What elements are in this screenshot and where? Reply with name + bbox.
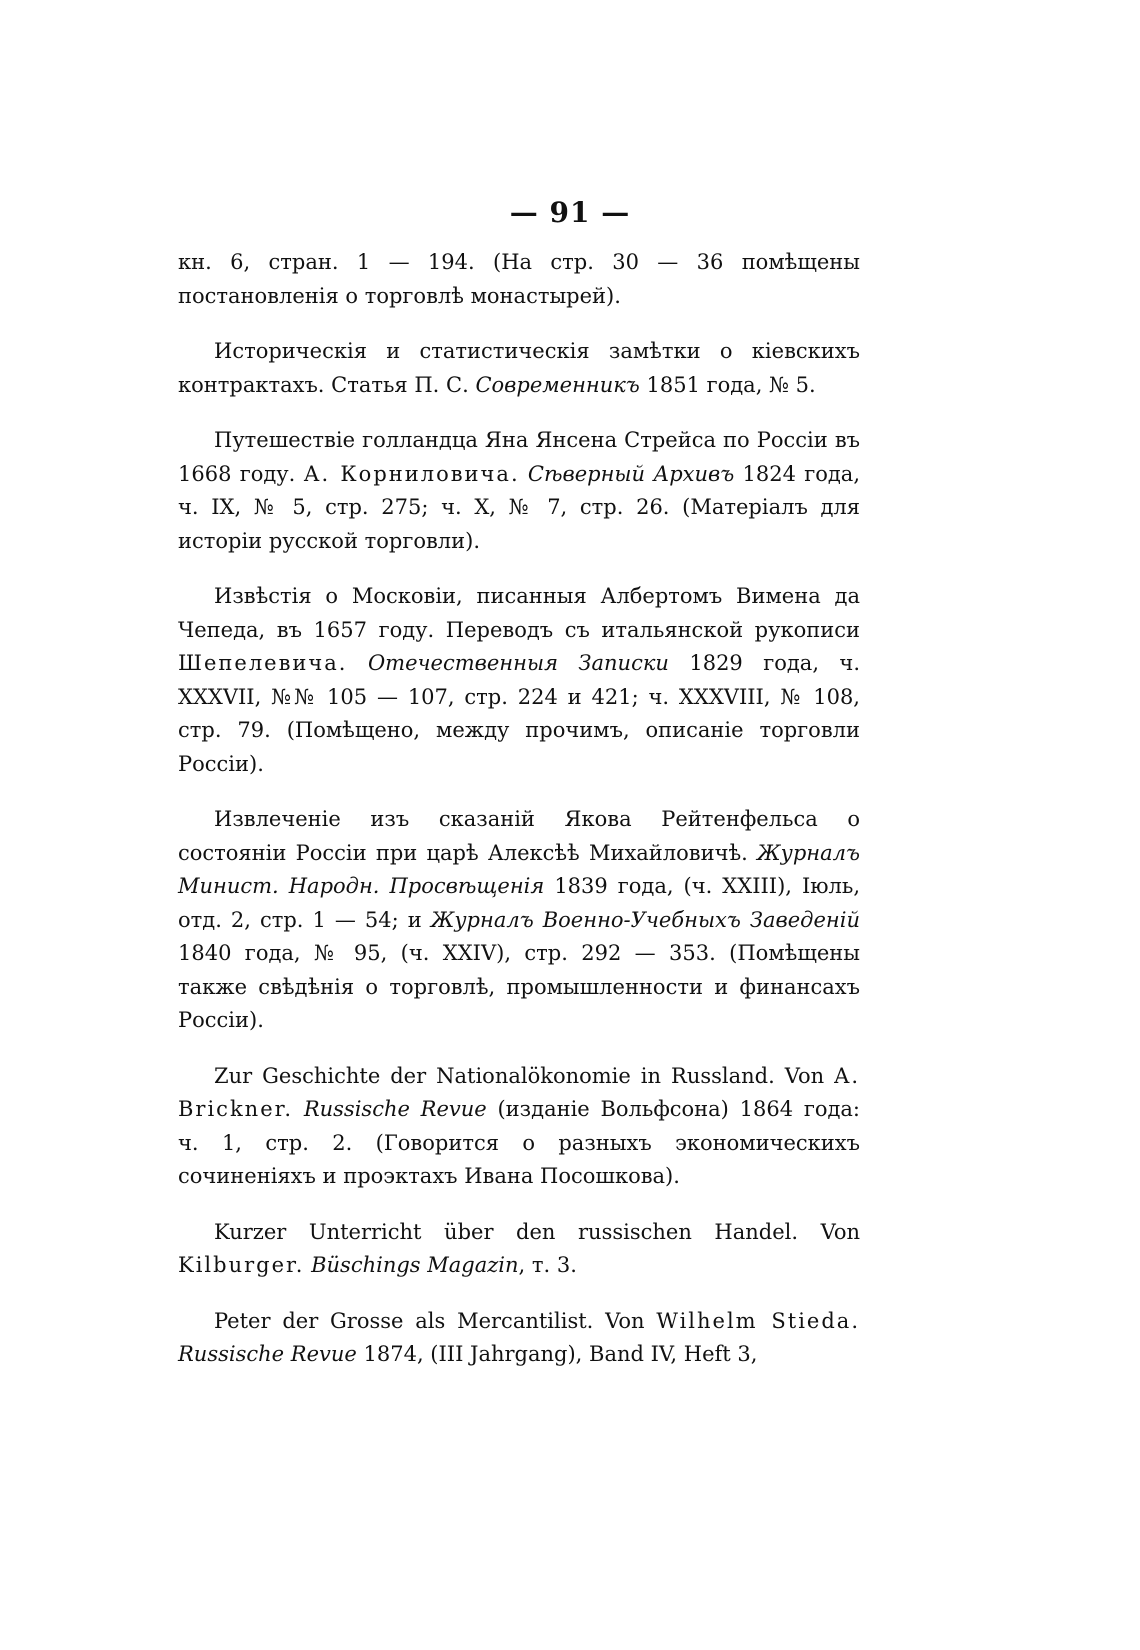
- journal-title: Журналъ Минист. Народн. Просвѣщенія: [178, 840, 860, 898]
- author-name: A. Brickner.: [178, 1063, 860, 1121]
- bibliography-entry: [178, 246, 860, 313]
- author-name: Шепелевича.: [178, 651, 348, 675]
- bibliography-entry: [178, 580, 860, 781]
- entry-text: Историческія и статистическія замѣтки о кіевскихъ контрактахъ. Статья П. С.: [178, 339, 860, 397]
- entry-text: [520, 462, 528, 486]
- entry-text: 1851 года, № 5.: [639, 372, 816, 397]
- bibliography-entry: [178, 803, 860, 1038]
- entry-text: 1829 года, ч. XXXVII, №№ 105 — 107, стр. 224 и 421; ч. XXXVIII, № 108, стр. 79. (Помѣщено, между прочимъ, описаніе торговли Россіи).: [178, 651, 860, 776]
- journal-title: Büschings Magazin: [311, 1253, 519, 1277]
- bibliography-text: [178, 246, 860, 1394]
- journal-title: Отечественныя Записки: [367, 651, 669, 675]
- entry-text: Путешествіе голландца Яна Янсена Стрейса по Россіи въ 1668 году.: [178, 428, 860, 486]
- entry-text: 1839 года, (ч. XXIII), Іюль, отд. 2, стр. 1 — 54; и: [178, 874, 860, 932]
- entry-text: [293, 1097, 304, 1121]
- entry-text: Peter der Grosse als Mercantilist. Von: [214, 1308, 657, 1333]
- author-name: Wilhelm Stieda.: [656, 1308, 860, 1333]
- journal-title: Журналъ Военно-Учебныхъ Заведеній: [430, 907, 860, 932]
- entry-text: кн. 6, стран. 1 — 194. (На стр. 30 — 36 помѣщены постановленія о торговлѣ монастырей).: [178, 250, 860, 308]
- entry-text: , т. 3.: [518, 1253, 577, 1277]
- bibliography-entry: [178, 1060, 860, 1194]
- entry-text: 1824 года, ч. IX, № 5, стр. 275; ч. X, № 7, стр. 26. (Матеріалъ для исторіи русской торговли).: [178, 461, 861, 553]
- entry-text: Извѣстія о Московіи, писанныя Албертомъ Вимена да Чепеда, въ 1657 году. Переводъ съ итальянской рукописи: [178, 584, 860, 642]
- entry-text: 1874, (III Jahrgang), Band IV, Heft 3,: [356, 1342, 758, 1366]
- bibliography-entry: [178, 1216, 860, 1283]
- entry-text: 1840 года, № 95, (ч. XXIV), стр. 292 — 353. (Помѣщены также свѣдѣнія о торговлѣ, промышленности и финансахъ Россіи).: [178, 941, 860, 1032]
- entry-text: Kurzer Unterricht über den russischen Handel. Von: [214, 1219, 860, 1244]
- entry-text: Извлеченіе изъ сказаній Якова Рейтенфельса о состояніи Россіи при царѣ Алексѣѣ Михайловичѣ.: [178, 807, 860, 865]
- journal-title: Russische Revue: [178, 1342, 357, 1366]
- page-number: — 91 —: [509, 196, 631, 229]
- author-name: Kilburger.: [178, 1253, 305, 1277]
- entry-text: (изданіе Вольфсона) 1864 года: ч. 1, стр. 2. (Говорится о разныхъ экономическихъ сочиненіяхъ и проэктахъ Ивана Посошкова).: [178, 1097, 861, 1188]
- bibliography-entry: [178, 424, 860, 558]
- entry-text: Zur Geschichte der Nationalökonomie in Russland. Von: [214, 1063, 835, 1088]
- bibliography-entry: [178, 335, 860, 402]
- journal-title: Современникъ: [475, 372, 640, 397]
- bibliography-entry: [178, 1305, 860, 1372]
- entry-text: [347, 651, 367, 675]
- journal-title: Сѣверный Архивъ: [527, 461, 735, 486]
- journal-title: Russische Revue: [303, 1097, 487, 1121]
- author-name: А. Корниловича.: [303, 461, 520, 486]
